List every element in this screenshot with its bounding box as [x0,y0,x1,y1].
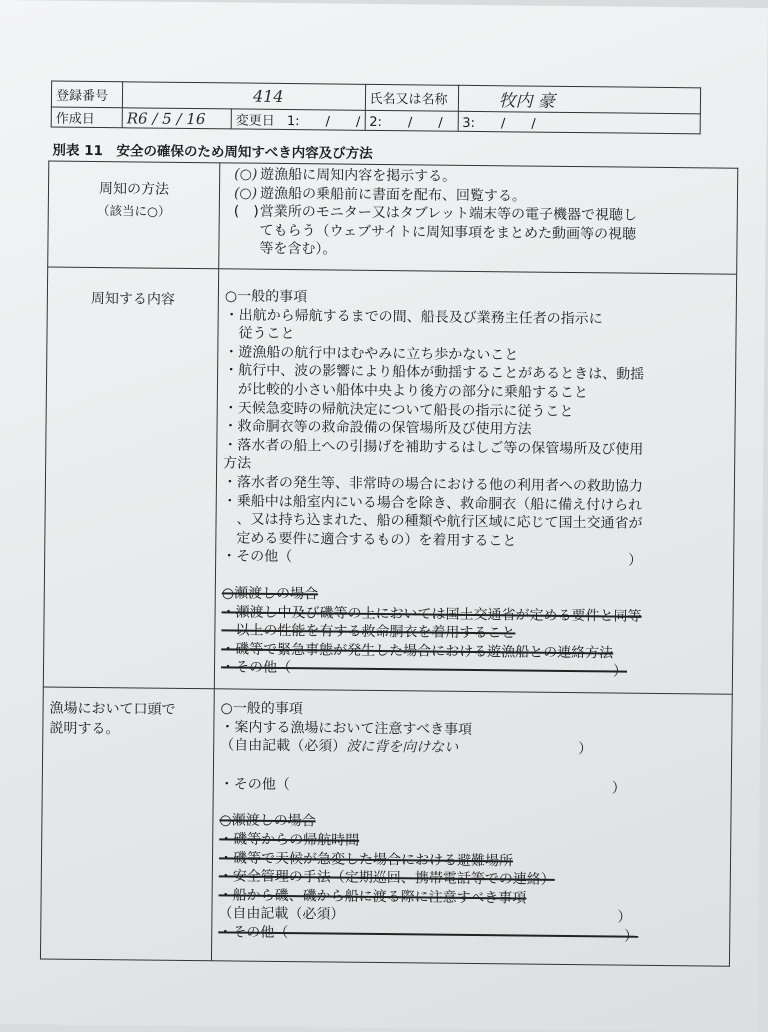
verbal-explanation-label [40,687,214,961]
change-date-1: 1: / / [286,114,361,130]
verbal-ferry-item-struck: ・磯等からの帰航時間 [219,831,360,849]
verbal-ferry-item-struck: ・安全管理の手法（定期巡回、携帯電話等での連絡） [218,868,555,889]
option-text: 遊漁船に周知内容を掲示する。 [260,166,457,185]
general-item: ・遊漁船の航行中はむやみに立ち歩かないこと [224,344,519,364]
checkbox-mark: (○) [234,166,258,183]
general-item: 従うこと [224,325,295,343]
general-item: 、又は持ち込まれた、船の種類や航行区域に応じて国土交通省が [222,511,643,532]
registration-number-label: 登録番号 [51,81,122,108]
change-date-label: 変更日 [235,113,275,129]
notice-method-sublabel: （該当に○） [97,203,171,219]
verbal-ferry-item-struck: ・船から磯、磯から船に渡る際に注意すべき事項 [218,887,527,907]
verbal-ferry-other-struck: ・その他（ ） [218,924,639,945]
free-entry-prefix: （自由記載（必須） [220,737,347,755]
general-item: ・天候急変時の帰航決定について船長の指示に従うこと [223,399,574,420]
verbal-explanation-body [211,689,732,966]
verbal-ferry-free-entry: （自由記載（必須） ） [218,905,632,927]
verbal-item-caution: ・案内する漁場において注意すべき事項 [220,718,473,738]
form-title: 別表 11 安全の確保のため周知すべき内容及び方法 [52,142,373,162]
registration-number-value: 414 [122,82,365,111]
notice-content-body [214,269,736,694]
general-item: 定める要件に適合するもの）を着用すること [222,530,517,550]
verbal-other: ・その他（ ） [219,776,626,797]
ferry-item-struck: 以上の性能を有する救命胴衣を着用すること [221,622,516,642]
creation-date-value: R6 / 5 / 16 [122,108,231,129]
general-item: ・乗船中は船室内にいる場合を除き、救命胴衣（船に備え付けられ [222,492,643,514]
general-item: 方法 [223,455,252,472]
verbal-ferry-heading-struck: ○瀬渡しの場合 [219,812,316,830]
ferry-item-struck: ・瀬渡し中及び磯等の上においては国土交通省が定める要件と同等 [221,603,642,625]
general-item: が比較的小さい船体中央より後方の部分に乗船すること [223,381,588,402]
name-label: 氏名又は名称 [365,84,458,111]
general-item: ・救命胴衣等の救命設備の保管場所及び使用方法 [223,418,532,438]
verbal-label-line: 漁場において口頭で [49,700,176,718]
checkbox-mark: ( ) [233,203,259,220]
general-items-heading: ○一般的事項 [224,288,308,306]
general-item-other: ・その他（ ） [222,548,643,570]
notice-table [40,161,738,967]
general-item: ・落水者の発生等、非常時の場合における他の利用者への救助協力 [222,474,644,495]
change-date-2: 2: / / [365,110,458,131]
ferry-item-struck: ・磯等で緊急事態が発生した場合における遊漁船との連絡方法 [221,641,614,662]
free-entry-suffix: ） [578,741,593,758]
verbal-label-line: 説明する。 [49,720,120,738]
general-item: ・航行中、波の影響により船体が動揺することがあるときは、動揺 [224,362,645,384]
option-text-cont: 等を含む）。 [259,241,337,258]
general-item: ・出航から帰航するまでの間、船長及び業務主任者の指示に [224,306,603,327]
change-date-label-and-slot-1 [231,109,365,130]
name-value: 牧内 豪 [458,85,701,114]
header-table [51,81,701,135]
handwritten-entry: 波に背を向けない [346,738,459,757]
ferry-item-struck: ・その他（ ） [220,659,628,680]
general-item: ・落水者の船上への引揚げを補助するはしご等の保管場所及び使用 [223,437,644,458]
option-text-cont: てもらう（ウェブサイトに周知事項をまとめた動画等の視聴 [259,222,637,243]
option-text: 営業所のモニター又はタブレット端末等の電子機器で視聴し [259,203,638,224]
notice-content-label: 周知する内容 [43,267,218,689]
verbal-ferry-item-struck: ・磯等で天候が急変した場合における避難場所 [218,849,514,869]
notice-method-options [219,163,738,274]
option-text: 遊漁船の乗船前に書面を配布、回覧する。 [259,185,527,205]
change-date-3: 3: / / [458,111,701,134]
verbal-general-heading: ○一般的事項 [220,700,303,718]
checkbox-mark: (○) [233,185,258,202]
notice-method-label-cell [48,161,220,269]
creation-date-label: 作成日 [51,107,122,128]
ferry-heading-struck: ○瀬渡しの場合 [221,585,319,603]
notice-method-label: 周知の方法 [98,181,170,198]
